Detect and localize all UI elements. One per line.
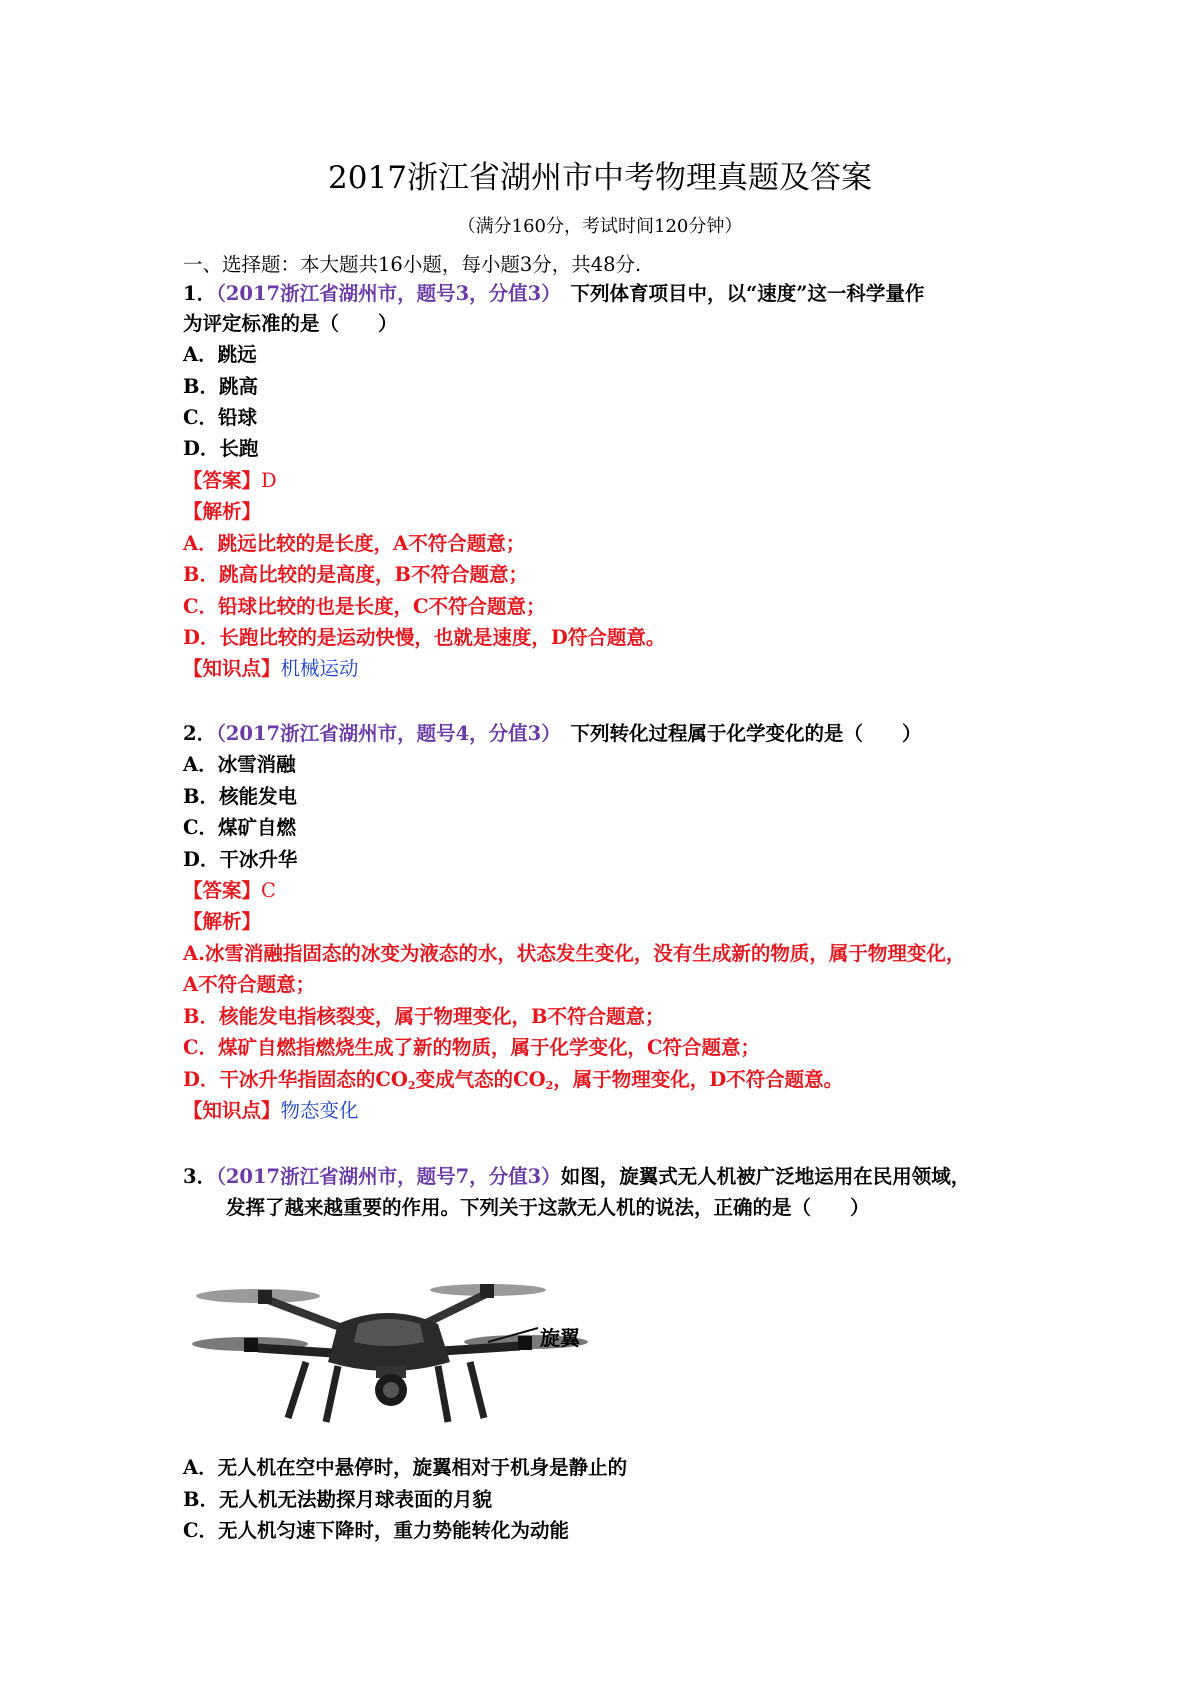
- q2-option-a: A．冰雪消融: [183, 753, 296, 776]
- q2-option-d: D．干冰升华: [183, 848, 298, 871]
- drone-illustration: [192, 1284, 588, 1422]
- q1-analysis-a: A．跳远比较的是长度，A不符合题意；: [183, 532, 526, 555]
- q1-analysis-c: C．铅球比较的也是长度，C不符合题意；: [183, 595, 546, 618]
- drone-figure: [188, 1262, 600, 1430]
- q2-kp-tag: 【知识点】: [183, 1099, 281, 1122]
- q2-analysis-c: C．煤矿自燃指燃烧生成了新的物质，属于化学变化，C符合题意；: [183, 1036, 761, 1059]
- q2-analysis-d-sub1: 2: [407, 1079, 416, 1092]
- section-heading: 一、选择题：本大题共16小题，每小题3分，共48分.: [183, 253, 642, 276]
- q1-stem-line2: 为评定标准的是（ ）: [183, 312, 398, 335]
- q3-option-b: B．无人机无法勘探月球表面的月貌: [183, 1488, 492, 1511]
- q2-analysis-d-sub2: 2: [545, 1079, 554, 1092]
- q1-answer-tag: 【答案】: [183, 469, 262, 492]
- q3-source: （2017浙江省湖州市，题号7，分值3）: [216, 1165, 561, 1188]
- q2-analysis-tag: 【解析】: [183, 910, 262, 933]
- q2-kp-value: 物态变化: [280, 1099, 359, 1122]
- q1-analysis-tag: 【解析】: [183, 500, 262, 523]
- q3-stem-a: 如图，旋翼式无人机被广泛地运用在民用领域，: [560, 1165, 971, 1188]
- q1-number: 1．: [183, 282, 217, 305]
- q3-stem-line1: [183, 1162, 970, 1192]
- q1-analysis-d: D．长跑比较的是运动快慢，也就是速度，D符合题意。: [183, 626, 666, 649]
- q2-stem-text: 下列转化过程属于化学变化的是（ ）: [551, 722, 922, 745]
- q2-analysis-a2: A不符合题意；: [183, 973, 316, 996]
- page-subtitle: （满分160分，考试时间120分钟）: [457, 216, 743, 237]
- q1-option-d: D．长跑: [183, 437, 259, 460]
- q3-option-c: C．无人机匀速下降时，重力势能转化为动能: [183, 1519, 570, 1542]
- q2-stem: [183, 719, 922, 749]
- q2-analysis-a1: A.冰雪消融指固态的冰变为液态的水，状态发生变化，没有生成新的物质，属于物理变化，: [183, 942, 966, 965]
- page-title: 2017浙江省湖州市中考物理真题及答案: [328, 160, 872, 196]
- q1-kp-tag: 【知识点】: [183, 657, 281, 680]
- q2-analysis-d-part3: ，属于物理变化，D不符合题意。: [553, 1068, 844, 1091]
- q1-source: （2017浙江省湖州市，题号3，分值3）: [216, 282, 551, 305]
- q2-answer: [183, 876, 276, 906]
- q1-stem-a: 下列体育项目中，以“速度”这一科学量作: [551, 282, 925, 305]
- q1-option-b: B．跳高: [183, 375, 258, 398]
- q3-stem-line2: 发挥了越来越重要的作用。下列关于这款无人机的说法，正确的是（ ）: [226, 1196, 870, 1219]
- q1-analysis-b: B．跳高比较的是高度，B不符合题意；: [183, 563, 528, 586]
- q1-knowledge-point: [183, 654, 359, 684]
- q2-knowledge-point: [183, 1096, 359, 1126]
- q1-answer: [183, 466, 277, 496]
- q3-number: 3．: [183, 1165, 217, 1188]
- q1-kp-value: 机械运动: [280, 657, 359, 680]
- q2-analysis-b: B．核能发电指核裂变，属于物理变化，B不符合题意；: [183, 1005, 665, 1028]
- q2-answer-tag: 【答案】: [183, 879, 262, 902]
- q2-option-b: B．核能发电: [183, 785, 297, 808]
- q3-option-a: A．无人机在空中悬停时，旋翼相对于机身是静止的: [183, 1456, 628, 1479]
- q1-option-c: C．铅球: [183, 406, 258, 429]
- q1-stem-line1: [183, 279, 924, 309]
- q2-answer-value: C: [261, 879, 276, 902]
- q2-number: 2．: [183, 722, 217, 745]
- q2-analysis-d-part1: D．干冰升华指固态的CO: [183, 1068, 408, 1091]
- q1-answer-value: D: [261, 469, 277, 492]
- q2-option-c: C．煤矿自燃: [183, 816, 297, 839]
- q1-option-a: A．跳远: [183, 343, 257, 366]
- q2-source: （2017浙江省湖州市，题号4，分值3）: [216, 722, 551, 745]
- q2-analysis-d-part2: 变成气态的CO: [415, 1068, 546, 1091]
- drone-rotor-label: 旋翼: [540, 1326, 580, 1350]
